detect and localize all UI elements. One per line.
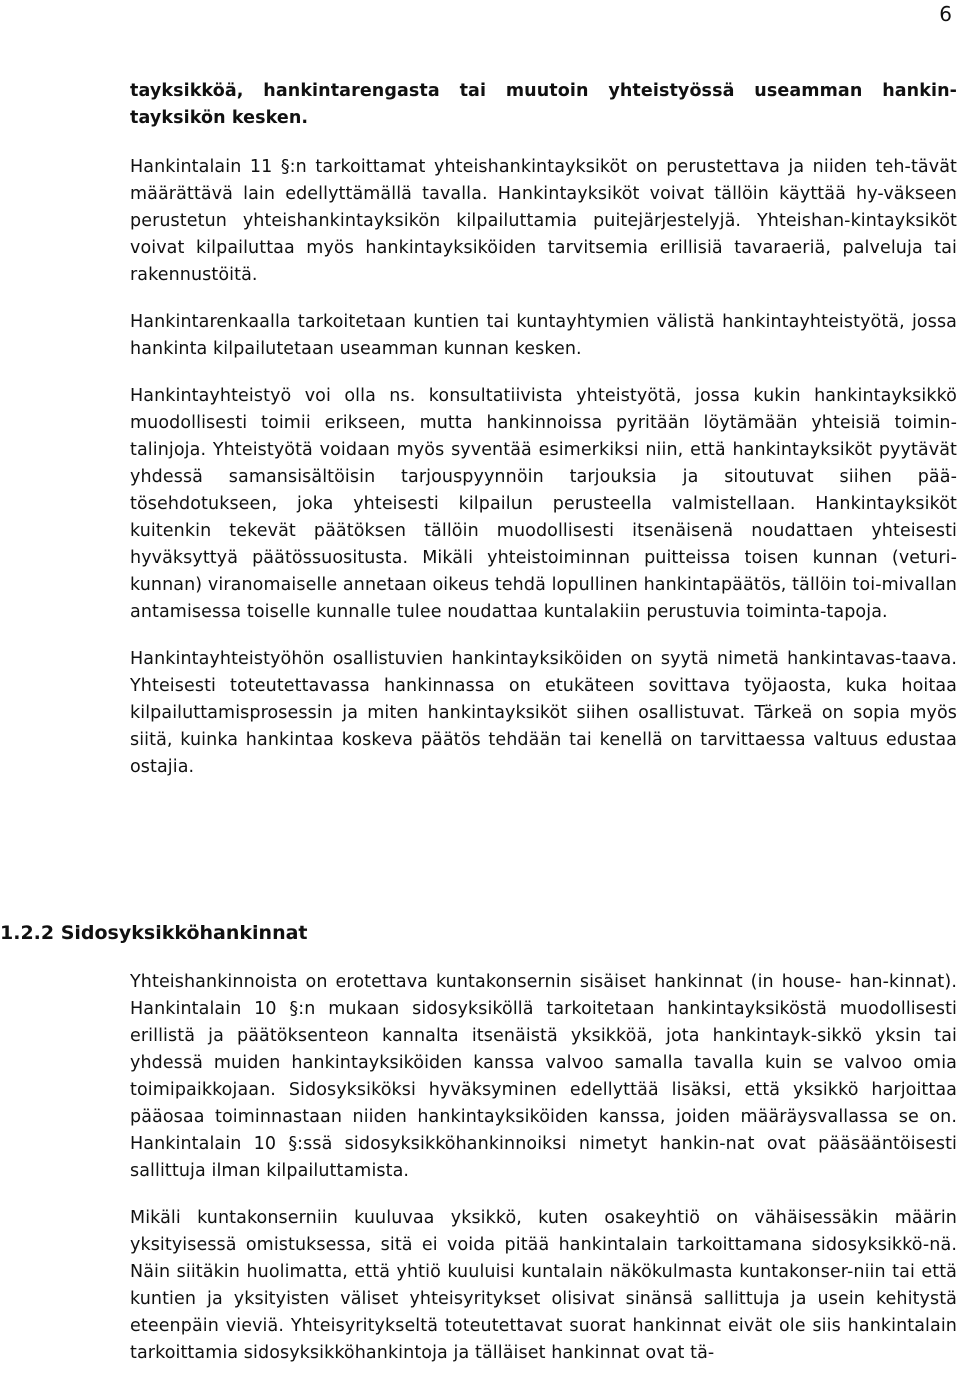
paragraph-yksityinen-omistus: Mikäli kuntakonserniin kuuluvaa yksikkö, kuten osakeyhtiö on vähäisessäkin määrin yksityisessä omistuksessa, sitä ei voida pitää hankintalain tarkoittamana sidosyksikkö-nä. Näin siitäkin huolimatta, että yhtiö kuuluisi kuntalain näkökulmasta kuntakonser-niin tai että kuntien ja yksityisten väliset yhteisyritykset olisivat sinänsä sallittuja ja usein kehitystä eteenpäin vieviä. Yhteisyritykseltä toteutettavat suorat hankinnat eivät ole siis hankintalain tarkoittamia sidosyksikköhankintoja ja tälläiset hankinnat ovat tä- <box>130 1208 957 1363</box>
paragraph-hankintarengas: Hankintarenkaalla tarkoitetaan kuntien tai kuntayhtymien välistä hankintayhteistyötä, jossa hankinta kilpailutetaan useamman kunnan kesken. <box>130 312 957 359</box>
paragraph-hankintayhteistyo: Hankintayhteistyö voi olla ns. konsultatiivista yhteistyötä, jossa kukin hankintayksikkö muodollisesti toimii erikseen, mutta hankinnoissa pyritään löytämään yhteisiä toimin-talinjoja. Yhteistyötä voidaan myös syventää esimerkiksi niin, että hankintayksiköt pyytävät yhdessä samansisältöisin tarjouspyynnöin tarjouksia ja sitoutuvat siihen pää-tösehdotukseen, joka yhteisesti kilpailun perusteella valmistellaan. Hankintayksiköt kuitenkin tekevät päätöksen tällöin muodollisesti itsenäisenä noudattaen yhteisesti hyväksyttyä päätössuositusta. Mikäli yhteistoiminnan puitteissa toisen kunnan (veturi-kunnan) viranomaiselle annetaan oikeus tehdä lopullinen hankintapäätös, tällöin toi-mivallan antamisessa toiselle kunnalle tulee noudattaa kuntalakiin perustuvia toiminta-tapoja. <box>130 386 957 622</box>
paragraph-continuation: tayksikköä, hankintarengasta tai muutoin yhteistyössä useamman hankin-tayksikön kesken. <box>130 81 957 128</box>
sidosyksikko-section <box>130 969 957 1367</box>
paragraph-yhteishankintayksikot: Hankintalain 11 §:n tarkoittamat yhteishankintayksiköt on perustettava ja niiden teh-tävät määrättävä lain edellyttämällä tavalla. Hankintayksiköt voivat tällöin käyttää hy-väkseen perustetun yhteishankintayksikön kilpailuttamia puitejärjestelyjä. Yhteishan-kintayksiköt voivat kilpailuttaa myös hankintayksiköiden tarvitsemia erillisiä tavaraeriä, palveluja tai rakennustöitä. <box>130 157 957 285</box>
page-number: 6 <box>939 2 952 26</box>
intro-section <box>130 78 957 781</box>
paragraph-hankintavastaava: Hankintayhteistyöhön osallistuvien hankintayksiköiden on syytä nimetä hankintavas-taava. Yhteisesti toteutettavassa hankinnassa on etukäteen sovittava työjaosta, kuka hoitaa kilpailuttamisprosessin ja miten hankintayksiköt siihen osallistuvat. Tärkeä on sopia myös siitä, kuinka hankintaa koskeva päätös tehdään tai kenellä on tarvittaessa valtuus edustaa ostajia. <box>130 649 957 777</box>
section-heading: 1.2.2 Sidosyksikköhankinnat <box>0 922 308 944</box>
paragraph-in-house: Yhteishankinnoista on erotettava kuntakonsernin sisäiset hankinnat (in house- han-kinnat). Hankintalain 10 §:n mukaan sidosyksiköllä tarkoitetaan hankintayksiköstä muodollisesti erillistä ja päätöksenteon kannalta itsenäistä yksikköä, jota hankintayk-sikkö yksin tai yhdessä muiden hankintayksiköiden kanssa valvoo samalla tavalla kuin se valvoo omia toimipaikkojaan. Sidosyksiköksi hyväksyminen edellyttää lisäksi, että yksikkö harjoittaa pääosaa toiminnastaan niiden hankintayksiköiden kanssa, joiden määräysvallassa se on. Hankintalain 10 §:ssä sidosyksikköhankinnoiksi nimetyt hankin-nat ovat pääsääntöisesti sallittuja ilman kilpailuttamista. <box>130 972 957 1181</box>
